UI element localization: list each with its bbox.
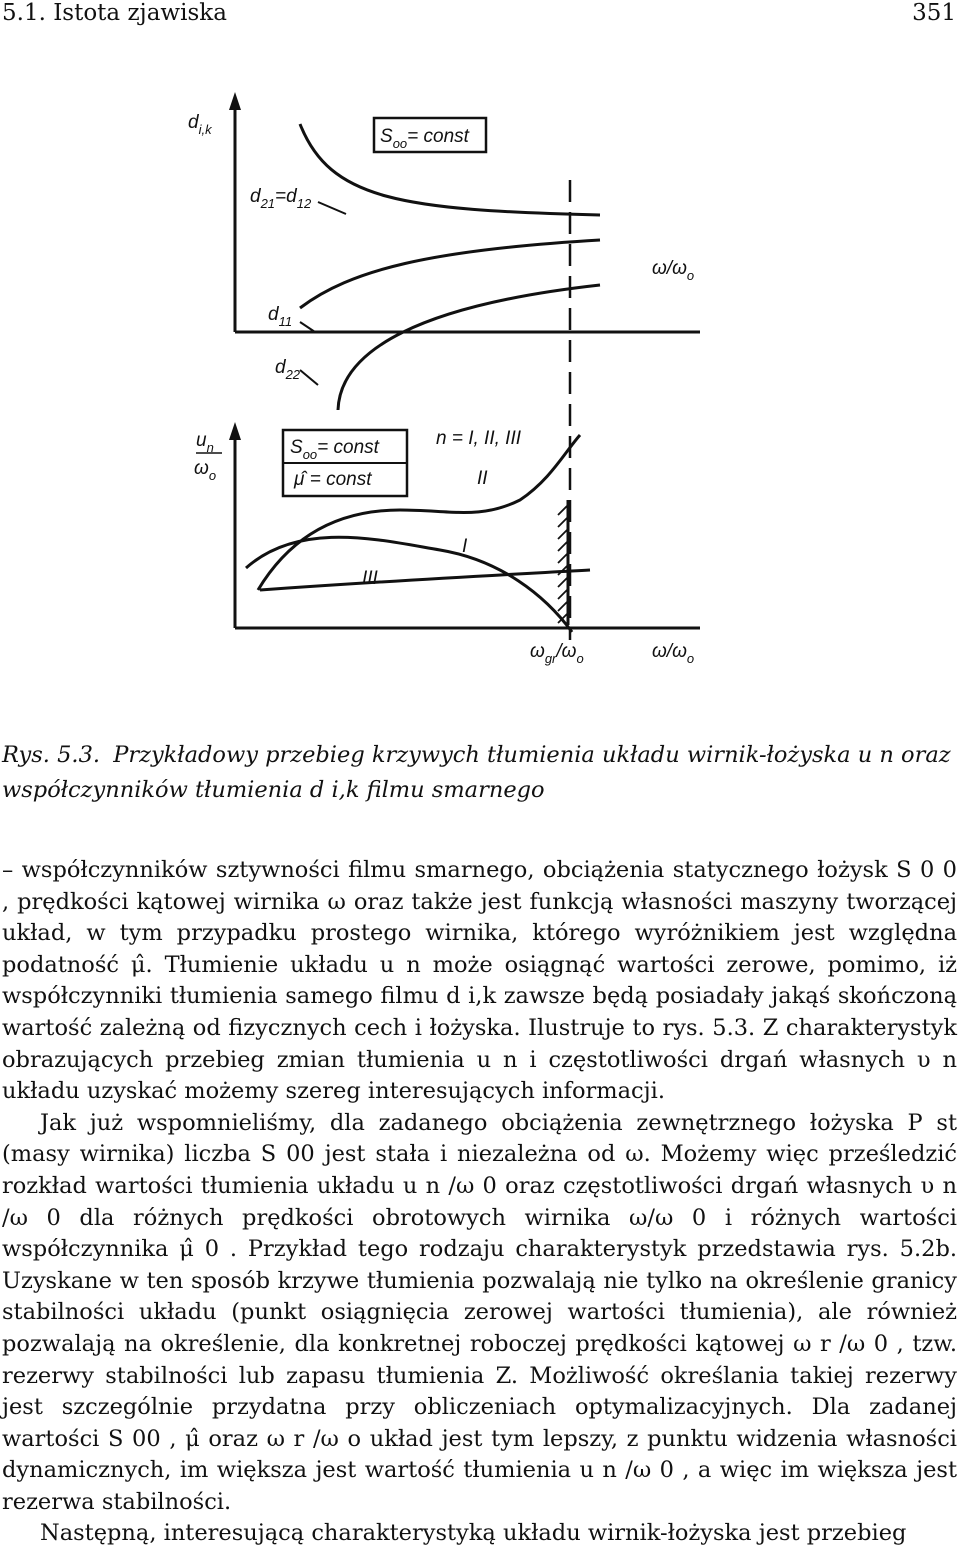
label-d11: $d_{11}$: [268, 304, 293, 329]
label-d21-d12: $d_{21}=d_{12}$: [250, 186, 312, 211]
page-header: [0, 0, 960, 30]
curve-d22: [338, 285, 600, 410]
top-ylabel: $d_{i,k}$: [188, 112, 212, 137]
body-text: [2, 855, 957, 1550]
section-title: 5.1. Istota zjawiska: [2, 0, 227, 26]
label-I: I: [462, 536, 468, 557]
bottom-xlabel: $\omega/\omega_o$: [652, 641, 695, 666]
paragraph-3: Następną, interesującą charakterystyką układu wirnik-łożyska jest przebieg: [40, 1520, 907, 1547]
figure-caption: [2, 738, 957, 808]
xmark-label: $\omega_{gr}/\omega_o$: [530, 641, 584, 666]
box-line2: μ̂ = const: [294, 469, 372, 490]
label-III: III: [362, 568, 378, 589]
bottom-ylabel-den: $\omega_o$: [194, 458, 217, 483]
damping-curves-figure: [0, 80, 960, 700]
label-II: II: [477, 468, 488, 489]
bottom-y-arrow: [229, 422, 241, 440]
curve-d11: [300, 240, 600, 308]
caption-number: Rys. 5.3.: [2, 742, 101, 768]
paragraph-1: – współczynników sztywności filmu smarnego, obciążenia statycznego łożysk S 0 0 , prędkości kątowej wirnika ω oraz także jest funkcją własności maszyny tworzącej układ, w tym przypadku prostego wirnika, którego wyróżnikiem jest względna podatność μ̂. Tłumienie układu u n może osiągnąć wartości zerowe, pomimo, iż współczynniki tłumienia samego filmu d i,k zawsze będą posiadały jakąś skończoną wartość zależną od fizycznych cech i łożyska. Ilustruje to rys. 5.3. Z charakterystyk obrazujących przebieg zmian tłumienia u n i częstotliwości drgań własnych υ n układu uzyskać możemy szereg interesujących informacji.: [2, 857, 957, 1105]
box-s00-top-label: $S_{oo}=$ const: [380, 126, 469, 151]
bottom-ylabel-num: $u_n$: [196, 430, 214, 455]
caption-text: Przykładowy przebieg krzywych tłumienia układu wirnik-łożyska u n oraz współczynników tłumienia d i,k filmu smarnego: [2, 742, 951, 803]
page-number: 351: [912, 0, 956, 26]
curve-III: [260, 570, 590, 590]
label-d22: $d_{22}$: [275, 357, 301, 382]
curve-I: [246, 537, 572, 632]
series-note: n = I, II, III: [436, 428, 522, 449]
top-xlabel: $\omega/\omega_o$: [652, 258, 695, 283]
paragraph-2: Jak już wspomnieliśmy, dla zadanego obciążenia zewnętrznego łożyska P st (masy wirnika) liczba S 00 jest stała i niezależna od ω. Możemy więc prześledzić rozkład wartości tłumienia układu u n /ω 0 oraz częstotliwości drgań własnych υ n /ω 0 dla różnych prędkości obrotowych wirnika ω/ω 0 i różnych wartości współczynnika μ̂ 0 . Przykład tego rodzaju charakterystyk przedstawia rys. 5.2b. Uzyskane w ten sposób krzywe tłumienia pozwalają nie tylko na określenie granicy stabilności układu (punkt osiągnięcia zerowej wartości tłumienia), ale również pozwalają na określenie, dla konkretnej roboczej prędkości kątowej ω r /ω 0 , tzw. rezerwy stabilności lub zapasu tłumienia Z. Możliwość określania takiej rezerwy jest szczególnie przydatna przy obliczeniach optymalizacyjnych. Dla zadanej wartości S 00 , μ̂ oraz ω r /ω o układ jest tym lepszy, z punktu widzenia własności dynamicznych, im większa jest wartość tłumienia u n /ω 0 , a więc im większa jest rezerwa stabilności.: [2, 1109, 957, 1515]
box-line1: $S_{oo}=$ const: [290, 437, 379, 462]
top-y-arrow: [229, 92, 241, 110]
